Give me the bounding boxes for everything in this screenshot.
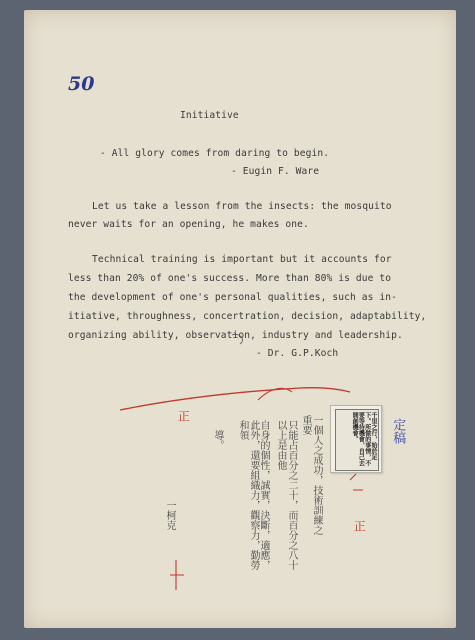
para2-line2: less than 20% of one's success. More than 80% is due to <box>68 273 392 284</box>
clipping-border <box>335 409 379 471</box>
handwriting-column-1: 一個人之成功，技術訓練之重要 <box>300 415 322 535</box>
para2-line4: itiative, throughness, concertration, decision, adaptability, <box>68 311 427 322</box>
para2-line1: Technical training is important but it accounts for <box>92 254 392 265</box>
red-mark-correct: 正 <box>352 520 367 532</box>
handwriting-column-2: 只能占百分之二十，而百分之八十以上是由他 <box>275 420 297 570</box>
handwriting-column-4: 此外，還要組織力，觀察力，勤勞和領 <box>237 420 259 570</box>
quote-line: - All glory comes from daring to begin. <box>100 148 330 159</box>
para2-line3: the development of one's personal qualities, such as in- <box>68 292 398 303</box>
quote-author: - Eugin F. Ware <box>231 166 320 177</box>
handwriting-column-6: 一柯克 <box>164 500 175 530</box>
handwriting-column-3: 自身的個性，誠實，決斷，適應， <box>258 420 269 570</box>
handwriting-column-5: 導。 <box>212 430 223 450</box>
red-mark-left: 正 <box>176 410 191 422</box>
clipping-text: 千里之行，始於足下。所做的事情，不要等待機會，自己去開創機會。 <box>351 412 377 466</box>
blue-mark-right: 定稿 <box>390 418 406 444</box>
newspaper-clipping <box>330 405 382 473</box>
page-number: 50 <box>68 73 95 95</box>
signature: - Dr. G.P.Koch <box>256 348 339 359</box>
para2-line5: organizing ability, observation, industry and leadership. <box>68 330 403 341</box>
document-title: Initiative <box>180 110 239 121</box>
para1-line1: Let us take a lesson from the insects: the mosquito <box>92 201 392 212</box>
para1-line2: never waits for an opening, he makes one. <box>68 219 309 230</box>
